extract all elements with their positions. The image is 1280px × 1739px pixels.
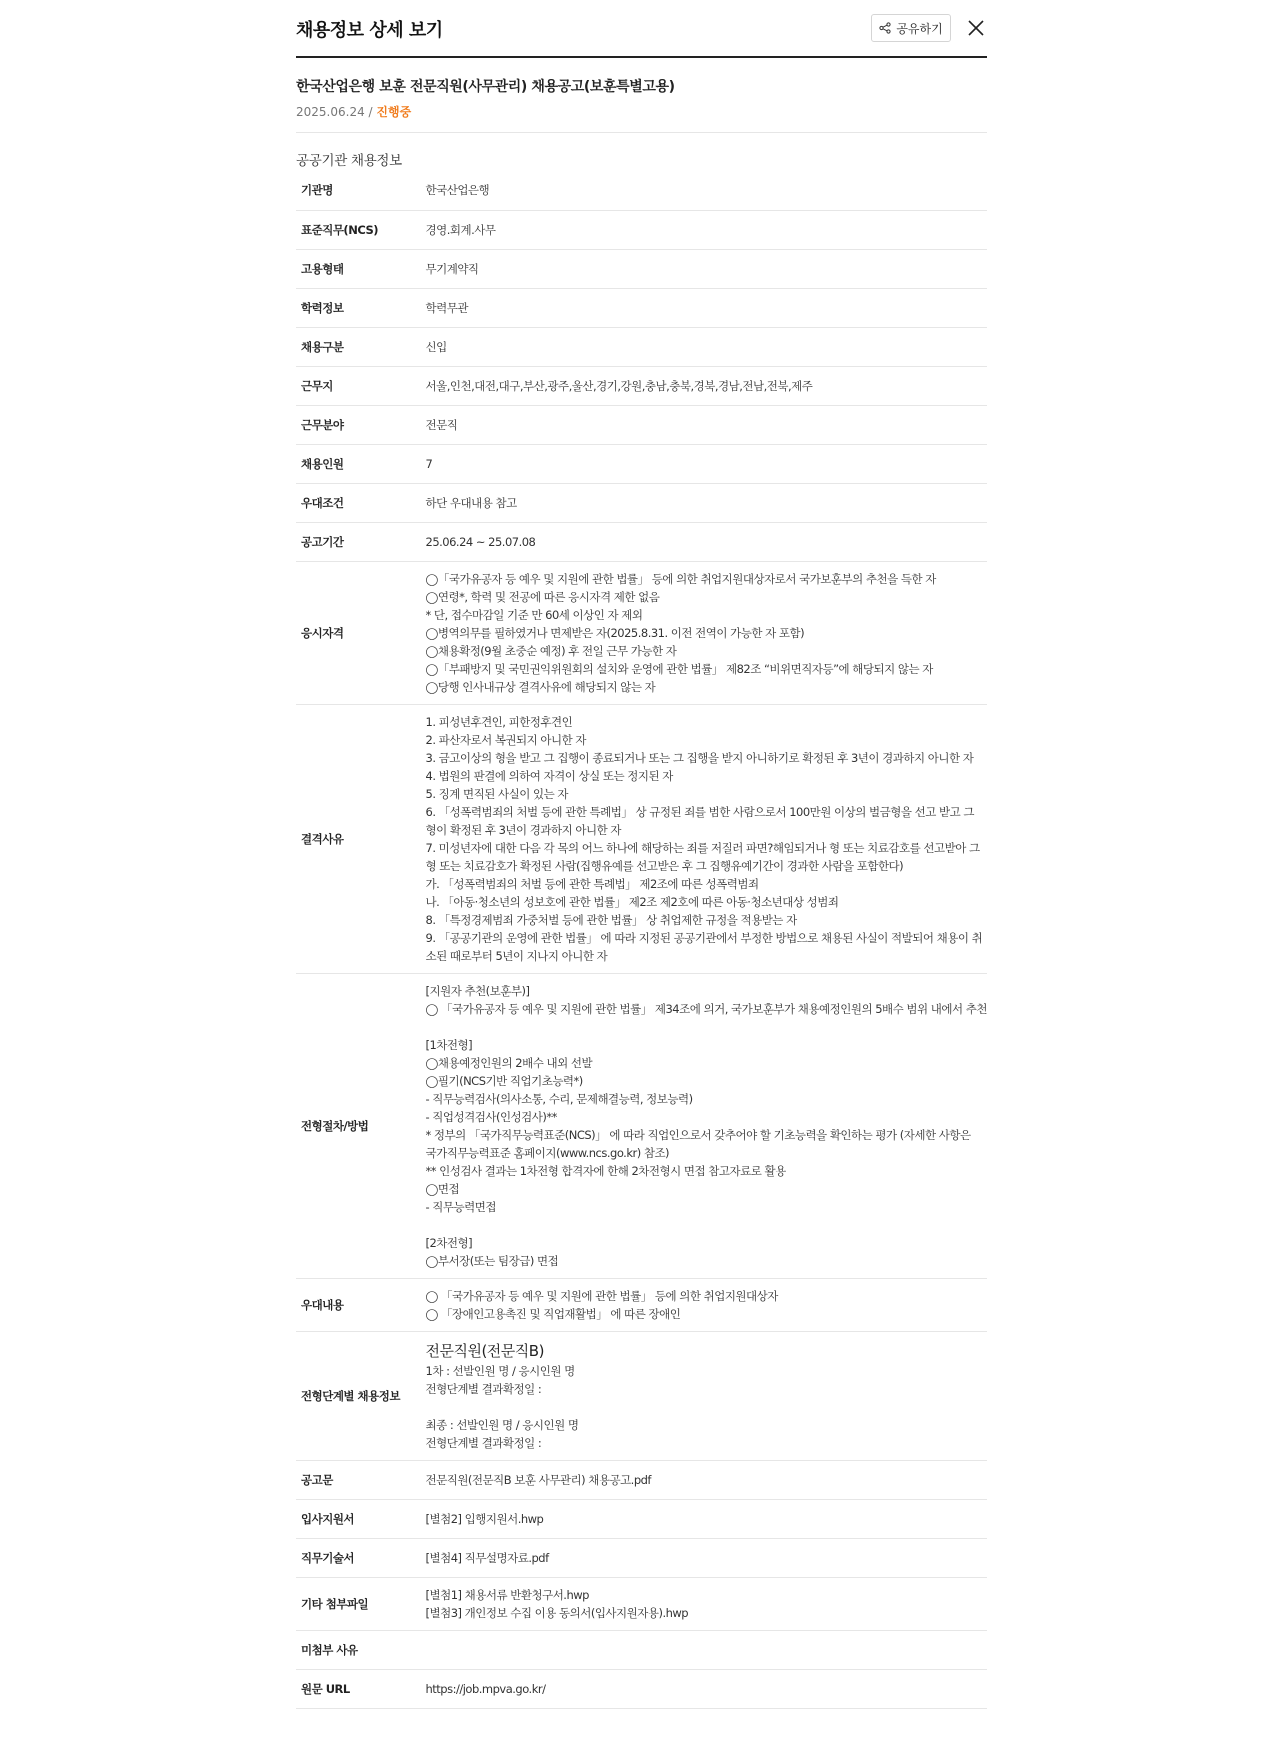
table-row xyxy=(296,405,987,444)
row-label: 우대조건 xyxy=(296,483,426,522)
table-row xyxy=(296,366,987,405)
table-row xyxy=(296,483,987,522)
table-row xyxy=(296,1669,987,1708)
list-item: 가. 「성폭력범죄의 처벌 등에 관한 특례법」 제2조에 따른 성폭력범죄 xyxy=(425,876,759,891)
table-row xyxy=(296,1577,987,1630)
row-label: 근무분야 xyxy=(296,405,426,444)
list-item: ◯「국가유공자 등 예우 및 지원에 관한 법률」 등에 의한 취업지원대상자로서 국가보훈부의 추천을 득한 자 xyxy=(425,571,936,586)
row-label: 근무지 xyxy=(296,366,426,405)
list-item: 7. 미성년자에 대한 다음 각 목의 어느 하나에 해당하는 죄를 저질러 파면?해임되거나 형 또는 치료감호를 선고받아 그 형 또는 치료감호가 확정된 사람(집행유예를 선고받은 후 그 집행유예기간이 경과한 사람을 포함한다) xyxy=(425,840,980,873)
close-icon[interactable] xyxy=(964,16,988,40)
row-value: 전문직 xyxy=(426,405,988,444)
row-label: 전형절차/방법 xyxy=(296,973,426,1278)
application-file-link[interactable]: [별첨2] 입행지원서.hwp xyxy=(426,1499,988,1538)
table-row xyxy=(296,249,987,288)
list-item: [지원자 추천(보훈부)] xyxy=(425,983,530,998)
list-item: ◯연령*, 학력 및 전공에 따른 응시자격 제한 없음 xyxy=(425,589,660,604)
process-list xyxy=(426,973,988,1278)
post-date: 2025.06.24 xyxy=(296,105,365,119)
list-item: * 정부의 「국가직무능력표준(NCS)」 에 따라 직업인으로서 갖추어야 할 기초능력을 확인하는 평가 (자세한 사항은 xyxy=(425,1127,971,1142)
list-item: * 단, 접수마감일 기준 만 60세 이상인 자 제외 xyxy=(425,607,643,622)
row-label: 우대내용 xyxy=(296,1278,426,1331)
list-item: ◯당행 인사내규상 결격사유에 해당되지 않는 자 xyxy=(425,679,656,694)
row-label: 기타 첨부파일 xyxy=(296,1577,426,1630)
list-item: [1차전형] xyxy=(425,1037,473,1052)
row-label: 직무기술서 xyxy=(296,1538,426,1577)
job-detail-panel xyxy=(296,0,987,1709)
row-label: 표준직무(NCS) xyxy=(296,210,426,249)
row-label: 채용구분 xyxy=(296,327,426,366)
stage-info xyxy=(426,1331,988,1460)
list-item: 전형단계별 결과확정일 : xyxy=(425,1435,542,1450)
row-label: 공고문 xyxy=(296,1460,426,1499)
row-label: 원문 URL xyxy=(296,1669,426,1708)
row-value: 한국산업은행 xyxy=(426,171,988,210)
attachment-link[interactable]: [별첨3] 개인정보 수집 이용 동의서(입사지원자용).hwp xyxy=(425,1605,689,1620)
section-title: 공공기관 채용정보 xyxy=(296,153,402,169)
status-badge: 진행중 xyxy=(376,105,412,119)
table-row xyxy=(296,327,987,366)
list-item: ** 인성검사 결과는 1차전형 합격자에 한해 2차전형시 면접 참고자료로 활용 xyxy=(425,1163,786,1178)
job-meta xyxy=(296,103,411,120)
table-row xyxy=(296,210,987,249)
row-label: 전형단계별 채용정보 xyxy=(296,1331,426,1460)
row-label: 학력정보 xyxy=(296,288,426,327)
list-item: 8. 「특정경제범죄 가중처벌 등에 관한 법률」 상 취업제한 규정을 적용받는 자 xyxy=(425,912,797,927)
list-item: ◯채용예정인원의 2배수 내외 선발 xyxy=(425,1055,593,1070)
job-title: 한국산업은행 보훈 전문직원(사무관리) 채용공고(보훈특별고용) xyxy=(296,79,675,95)
list-item: ◯「부패방지 및 국민권익위원회의 설치와 운영에 관한 법률」 제82조 “비위면직자등”에 해당되지 않는 자 xyxy=(425,661,933,676)
list-item: ◯ 「국가유공자 등 예우 및 지원에 관한 법률」 제34조에 의거, 국가보훈부가 채용예정인원의 5배수 범위 내에서 추천 xyxy=(425,1001,987,1016)
table-row xyxy=(296,561,987,704)
share-button[interactable] xyxy=(871,14,951,42)
table-row xyxy=(296,1278,987,1331)
row-value: 학력무관 xyxy=(426,288,988,327)
page-title: 채용정보 상세 보기 xyxy=(296,20,443,41)
row-value: 하단 우대내용 참고 xyxy=(426,483,988,522)
attachment-link[interactable]: [별첨1] 채용서류 반환청구서.hwp xyxy=(425,1587,589,1602)
table-row xyxy=(296,973,987,1278)
notice-file-link[interactable]: 전문직원(전문직B 보훈 사무관리) 채용공고.pdf xyxy=(426,1460,988,1499)
list-item: 3. 금고이상의 형을 받고 그 집행이 종료되거나 또는 그 집행을 받지 아니하기로 확정된 후 3년이 경과하지 아니한 자 xyxy=(425,750,974,765)
row-label: 미첨부 사유 xyxy=(296,1630,426,1669)
row-value: 25.06.24 ~ 25.07.08 xyxy=(426,522,988,561)
row-label: 채용인원 xyxy=(296,444,426,483)
benefit-list xyxy=(426,1278,988,1331)
table-row xyxy=(296,444,987,483)
row-label: 공고기간 xyxy=(296,522,426,561)
list-item: 1차 : 선발인원 명 / 응시인원 명 xyxy=(425,1363,575,1378)
table-row xyxy=(296,522,987,561)
row-value: 7 xyxy=(426,444,988,483)
info-table xyxy=(296,171,987,1709)
list-item: 국가직무능력표준 홈페이지(www.ncs.go.kr) 참조) xyxy=(425,1145,670,1160)
row-label: 기관명 xyxy=(296,171,426,210)
list-item: - 직업성격검사(인성검사)** xyxy=(425,1109,557,1124)
list-item: ◯ 「장애인고용촉진 및 직업재활법」 에 따른 장애인 xyxy=(425,1306,681,1321)
list-item: ◯면접 xyxy=(425,1181,460,1196)
list-item: 나. 「아동·청소년의 성보호에 관한 법률」 제2조 제2호에 따른 아동·청소년대상 성범죄 xyxy=(425,894,839,909)
list-item xyxy=(426,1018,988,1036)
list-item: 최종 : 선발인원 명 / 응시인원 명 xyxy=(425,1417,579,1432)
table-row xyxy=(296,1460,987,1499)
list-item: 2. 파산자로서 복권되지 아니한 자 xyxy=(425,732,587,747)
qualification-list xyxy=(426,561,988,704)
meta-separator: / xyxy=(368,105,373,119)
share-button-label: 공유하기 xyxy=(896,21,943,36)
list-item: 6. 「성폭력범죄의 처벌 등에 관한 특례법」 상 규정된 죄를 범한 사람으로서 100만원 이상의 벌금형을 선고 받고 그 형이 확정된 후 3년이 경과하지 아니한 자 xyxy=(425,804,974,837)
table-row xyxy=(296,1630,987,1669)
list-item: 5. 징계 면직된 사실이 있는 자 xyxy=(425,786,568,801)
table-row xyxy=(296,288,987,327)
list-item: ◯채용확정(9월 초중순 예정) 후 전일 근무 가능한 자 xyxy=(425,643,677,658)
list-item: ◯부서장(또는 팀장급) 면접 xyxy=(425,1253,559,1268)
table-row xyxy=(296,1331,987,1460)
share-icon xyxy=(879,22,891,34)
table-row xyxy=(296,1538,987,1577)
list-item: [2차전형] xyxy=(425,1235,473,1250)
table-row xyxy=(296,704,987,973)
row-label: 결격사유 xyxy=(296,704,426,973)
source-url-link[interactable]: https://job.mpva.go.kr/ xyxy=(426,1669,988,1708)
row-value: 신입 xyxy=(426,327,988,366)
table-row xyxy=(296,171,987,210)
list-item: - 직무능력면접 xyxy=(425,1199,496,1214)
list-item: 4. 법원의 판결에 의하여 자격이 상실 또는 정지된 자 xyxy=(425,768,673,783)
row-value: 무기계약직 xyxy=(426,249,988,288)
table-row xyxy=(296,1499,987,1538)
job-desc-file-link[interactable]: [별첨4] 직무설명자료.pdf xyxy=(426,1538,988,1577)
job-title-block xyxy=(296,58,987,133)
panel-header xyxy=(296,0,987,58)
row-value: 경영.회계.사무 xyxy=(426,210,988,249)
list-item: 전형단계별 결과확정일 : xyxy=(425,1381,542,1396)
list-item: - 직무능력검사(의사소통, 수리, 문제해결능력, 정보능력) xyxy=(425,1091,693,1106)
row-value: 서울,인천,대전,대구,부산,광주,울산,경기,강원,충남,충북,경북,경남,전남,전북,제주 xyxy=(426,366,988,405)
list-item: ◯필기(NCS기반 직업기초능력*) xyxy=(425,1073,583,1088)
list-item xyxy=(426,1398,988,1416)
row-value xyxy=(426,1630,988,1669)
list-item: ◯ 「국가유공자 등 예우 및 지원에 관한 법률」 등에 의한 취업지원대상자 xyxy=(425,1288,778,1303)
disqualification-list xyxy=(426,704,988,973)
row-label: 입사지원서 xyxy=(296,1499,426,1538)
stage-heading: 전문직원(전문직B) xyxy=(425,1341,544,1360)
row-label: 응시자격 xyxy=(296,561,426,704)
list-item: ◯병역의무를 필하였거나 면제받은 자(2025.8.31. 이전 전역이 가능한 자 포함) xyxy=(425,625,805,640)
list-item: 1. 피성년후견인, 피한정후견인 xyxy=(425,714,573,729)
attachment-list xyxy=(426,1577,988,1630)
list-item: 9. 「공공기관의 운영에 관한 법률」 에 따라 지정된 공공기관에서 부정한 방법으로 채용된 사실이 적발되어 채용이 취소된 때로부터 5년이 지나지 아니한 자 xyxy=(425,930,983,963)
row-label: 고용형태 xyxy=(296,249,426,288)
list-item xyxy=(426,1216,988,1234)
